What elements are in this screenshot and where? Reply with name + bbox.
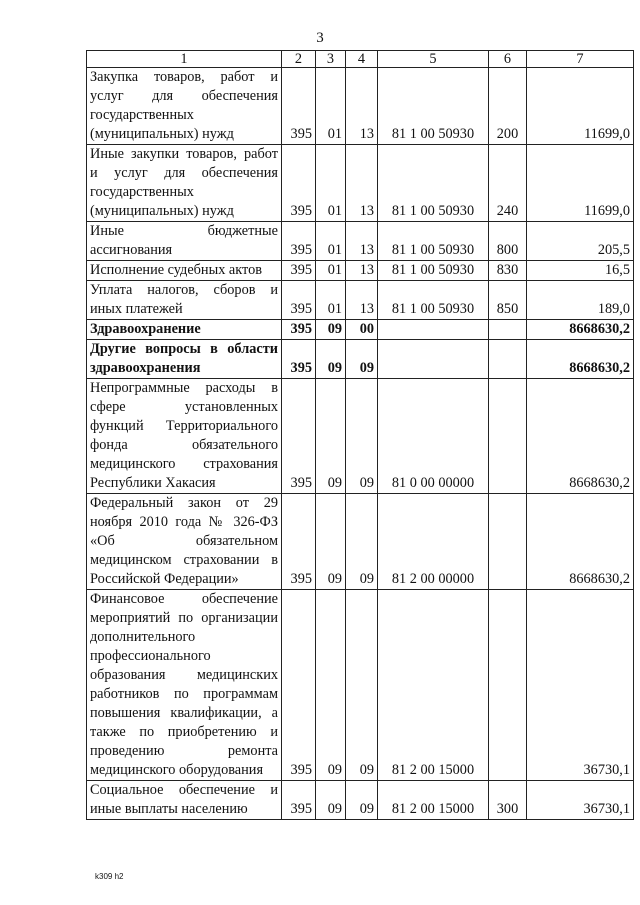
column-header: 4 (346, 51, 378, 68)
expense-type-cell: 200 (489, 68, 527, 145)
amount-cell: 205,5 (527, 222, 634, 261)
expense-type-cell: 800 (489, 222, 527, 261)
budget-table (86, 50, 634, 820)
expense-type-cell (489, 379, 527, 494)
table-row (87, 68, 634, 145)
row-name-cell: Здравоохранение (87, 320, 282, 340)
subsection-cell: 13 (346, 145, 378, 222)
amount-cell: 16,5 (527, 261, 634, 281)
amount-cell: 8668630,2 (527, 320, 634, 340)
target-article-cell: 81 2 00 15000 (378, 781, 489, 820)
section-code-cell: 395 (282, 781, 316, 820)
section-code-cell: 395 (282, 145, 316, 222)
chapter-cell: 09 (316, 340, 346, 379)
table-row (87, 781, 634, 820)
chapter-cell: 09 (316, 781, 346, 820)
table-row (87, 320, 634, 340)
table-row (87, 590, 634, 781)
chapter-cell: 01 (316, 261, 346, 281)
subsection-cell: 09 (346, 494, 378, 590)
expense-type-cell: 850 (489, 281, 527, 320)
target-article-cell: 81 1 00 50930 (378, 261, 489, 281)
chapter-cell: 01 (316, 222, 346, 261)
subsection-cell: 13 (346, 222, 378, 261)
section-code-cell: 395 (282, 379, 316, 494)
subsection-cell: 09 (346, 379, 378, 494)
chapter-cell: 09 (316, 320, 346, 340)
subsection-cell: 09 (346, 781, 378, 820)
subsection-cell: 09 (346, 340, 378, 379)
chapter-cell: 01 (316, 68, 346, 145)
subsection-cell: 13 (346, 281, 378, 320)
column-header: 6 (489, 51, 527, 68)
subsection-cell: 09 (346, 590, 378, 781)
amount-cell: 189,0 (527, 281, 634, 320)
target-article-cell: 81 1 00 50930 (378, 281, 489, 320)
section-code-cell: 395 (282, 281, 316, 320)
target-article-cell: 81 0 00 00000 (378, 379, 489, 494)
target-article-cell: 81 1 00 50930 (378, 222, 489, 261)
target-article-cell: 81 1 00 50930 (378, 68, 489, 145)
row-name-cell: Закупка товаров, работ и услуг для обеспечения государственных (муниципальных) нужд (87, 68, 282, 145)
amount-cell: 36730,1 (527, 590, 634, 781)
expense-type-cell (489, 590, 527, 781)
expense-type-cell: 240 (489, 145, 527, 222)
section-code-cell: 395 (282, 590, 316, 781)
footer-code: k309 h2 (95, 872, 124, 881)
chapter-cell: 09 (316, 379, 346, 494)
column-header: 3 (316, 51, 346, 68)
column-header: 2 (282, 51, 316, 68)
row-name-cell: Другие вопросы в области здравоохранения (87, 340, 282, 379)
expense-type-cell: 830 (489, 261, 527, 281)
table-body (87, 51, 634, 820)
column-header: 1 (87, 51, 282, 68)
expense-type-cell (489, 494, 527, 590)
section-code-cell: 395 (282, 494, 316, 590)
row-name-cell: Уплата налогов, сборов и иных платежей (87, 281, 282, 320)
section-code-cell: 395 (282, 340, 316, 379)
amount-cell: 36730,1 (527, 781, 634, 820)
subsection-cell: 00 (346, 320, 378, 340)
subsection-cell: 13 (346, 261, 378, 281)
expense-type-cell (489, 340, 527, 379)
section-code-cell: 395 (282, 320, 316, 340)
amount-cell: 8668630,2 (527, 494, 634, 590)
subsection-cell: 13 (346, 68, 378, 145)
table-row (87, 494, 634, 590)
chapter-cell: 09 (316, 494, 346, 590)
table-row (87, 281, 634, 320)
amount-cell: 8668630,2 (527, 340, 634, 379)
row-name-cell: Социальное обеспечение и иные выплаты населению (87, 781, 282, 820)
amount-cell: 11699,0 (527, 145, 634, 222)
column-header: 7 (527, 51, 634, 68)
table-row (87, 222, 634, 261)
expense-type-cell: 300 (489, 781, 527, 820)
chapter-cell: 01 (316, 145, 346, 222)
target-article-cell (378, 320, 489, 340)
amount-cell: 11699,0 (527, 68, 634, 145)
expense-type-cell (489, 320, 527, 340)
target-article-cell: 81 1 00 50930 (378, 145, 489, 222)
table-row (87, 340, 634, 379)
row-name-cell: Иные бюджетные ассигнования (87, 222, 282, 261)
target-article-cell: 81 2 00 15000 (378, 590, 489, 781)
column-header: 5 (378, 51, 489, 68)
row-name-cell: Финансовое обеспечение мероприятий по организации дополнительного профессионального образования медицинских работников по программам повышения квалификации, а также по приобретению и проведению ремонта медицинского оборудования (87, 590, 282, 781)
section-code-cell: 395 (282, 222, 316, 261)
target-article-cell: 81 2 00 00000 (378, 494, 489, 590)
section-code-cell: 395 (282, 261, 316, 281)
chapter-cell: 01 (316, 281, 346, 320)
section-code-cell: 395 (282, 68, 316, 145)
table-row (87, 261, 634, 281)
row-name-cell: Непрограммные расходы в сфере установленных функций Территориального фонда обязательного медицинского страхования Республики Хакасия (87, 379, 282, 494)
row-name-cell: Иные закупки товаров, работ и услуг для обеспечения государственных (муниципальных) нужд (87, 145, 282, 222)
row-name-cell: Федеральный закон от 29 ноября 2010 года № 326-ФЗ «Об обязательном медицинском страховании в Российской Федерации» (87, 494, 282, 590)
chapter-cell: 09 (316, 590, 346, 781)
header-row (87, 51, 634, 68)
table-row (87, 379, 634, 494)
table-row (87, 145, 634, 222)
amount-cell: 8668630,2 (527, 379, 634, 494)
page-number: 3 (316, 30, 324, 46)
target-article-cell (378, 340, 489, 379)
row-name-cell: Исполнение судебных актов (87, 261, 282, 281)
